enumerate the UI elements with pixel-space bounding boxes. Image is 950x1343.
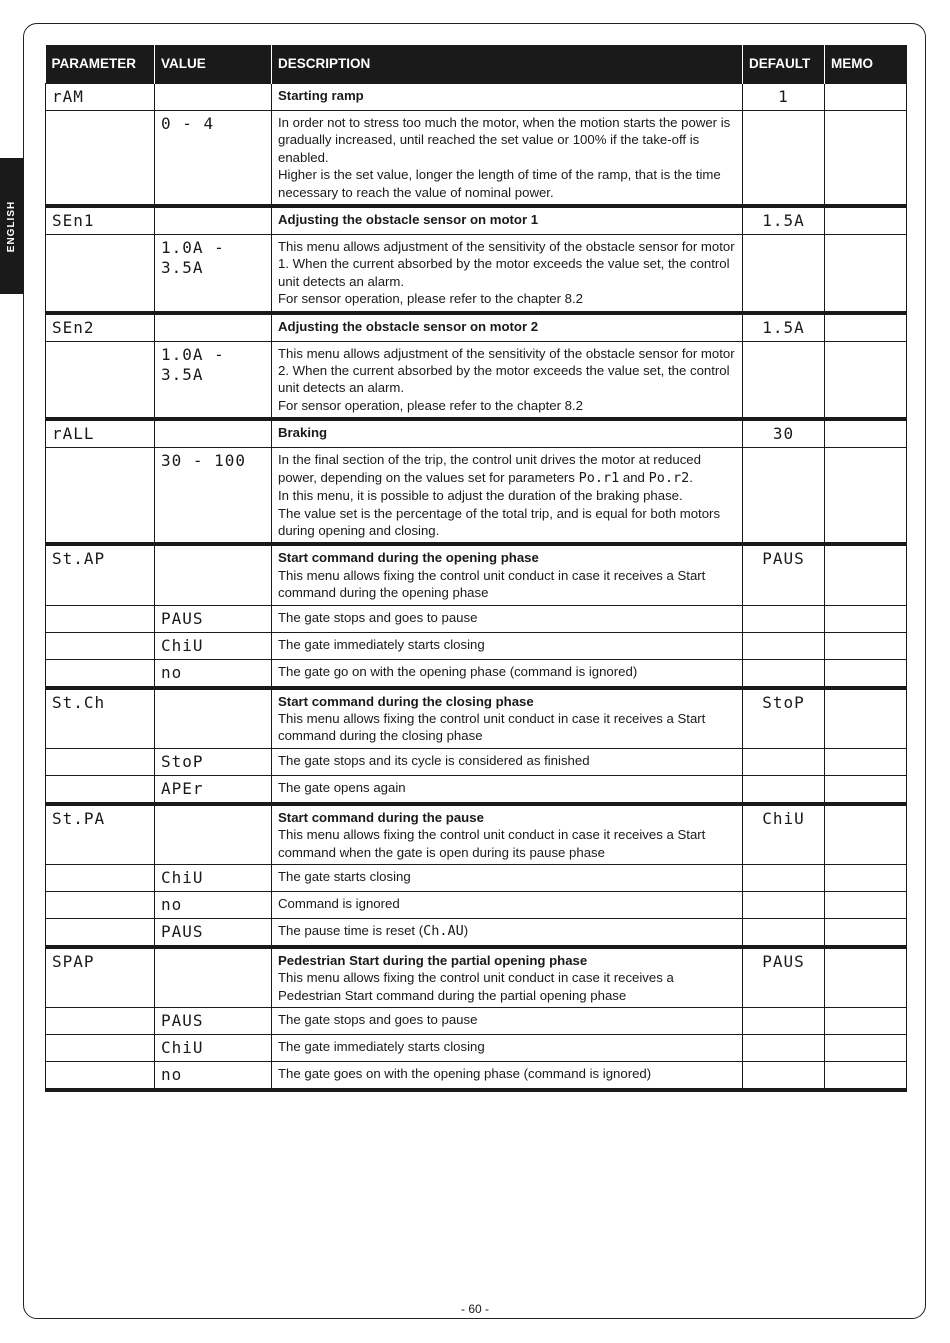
table-row [46,748,907,775]
pause-text: The pause time is reset ( [278,922,424,938]
option-description: Higher is the set value, longer the length of time of the ramp, that is the time necessary to reach the value of nominal power. [278,167,721,200]
table-row [46,918,907,947]
header-memo: MEMO [825,45,907,84]
table-row [46,804,907,865]
param-code: St.AP [46,544,155,605]
param-subtitle: This menu allows fixing the control unit conduct in case it receives a Start command during the closing phase [278,710,706,744]
option-value: 1.0A - 3.5A [155,341,272,419]
default-value: ChiU [743,804,825,865]
option-value: PAUS [155,918,272,947]
memo-cell [825,748,907,775]
param-cell [46,659,155,688]
description-cell [272,544,743,605]
default-cell [743,111,825,207]
default-cell [743,1035,825,1062]
memo-cell [825,918,907,947]
param-title: Starting ramp [278,88,364,103]
description-cell [272,206,743,235]
memo-cell [825,1035,907,1062]
param-cell [46,918,155,947]
memo-cell [825,341,907,419]
header-description: DESCRIPTION [272,45,743,84]
memo-cell [825,864,907,891]
table-row [46,632,907,659]
memo-cell [825,419,907,448]
param-ref-po-r2: Po.r2 [648,469,690,486]
default-value: 30 [743,419,825,448]
param-title: Start command during the opening phase [278,550,539,566]
option-description: The gate immediately starts closing [272,1035,743,1062]
table-row [46,448,907,545]
param-ref-ch-au: Ch.AU [423,922,464,939]
value-cell [155,804,272,865]
option-value: no [155,659,272,688]
braking-text: In the final section of the trip, the control unit drives the motor at reduced power, depending on the values set for parameters [278,452,701,485]
param-code: St.Ch [46,688,155,749]
option-description [272,918,743,947]
option-value: 30 - 100 [155,448,272,545]
table-row [46,84,907,111]
param-title: Pedestrian Start during the partial opening phase [278,952,588,968]
description-cell [272,341,743,419]
parameter-table [45,45,907,1092]
param-title: Start command during the closing phase [278,693,534,709]
option-description: The gate starts closing [272,864,743,891]
default-value: 1.5A [743,206,825,235]
default-cell [743,605,825,632]
header-parameter: PARAMETER [46,45,155,84]
option-value: 1.0A - 3.5A [155,235,272,313]
table-header-row [46,45,907,84]
default-cell [743,1062,825,1091]
default-value: PAUS [743,544,825,605]
value-cell [155,313,272,342]
default-cell [743,659,825,688]
param-subtitle: This menu allows fixing the control unit conduct in case it receives a Start command when the gate is open during its pause phase [278,827,706,860]
default-cell [743,341,825,419]
default-cell [743,918,825,947]
braking-text: . [689,469,693,485]
description-cell [272,448,743,545]
value-cell [155,419,272,448]
memo-cell [825,111,907,207]
option-value: StoP [155,748,272,775]
value-cell [155,947,272,1008]
default-value: StoP [743,688,825,749]
param-cell [46,341,155,419]
option-description: The gate goes on with the opening phase (command is ignored) [272,1062,743,1091]
header-default: DEFAULT [743,45,825,84]
option-description: The gate go on with the opening phase (command is ignored) [272,659,743,688]
memo-cell [825,235,907,313]
option-description: The value set is the percentage of the total trip, and is equal for both motors during opening and closing. [278,505,721,538]
default-cell [743,748,825,775]
default-cell [743,632,825,659]
param-cell [46,748,155,775]
description-cell [272,688,743,749]
option-description: The gate immediately starts closing [272,632,743,659]
language-label: ENGLISH [6,200,18,252]
value-cell [155,544,272,605]
param-cell [46,1035,155,1062]
param-code: SPAP [46,947,155,1008]
param-title: Start command during the pause [278,809,484,825]
default-cell [743,891,825,918]
option-value: ChiU [155,632,272,659]
table-row [46,206,907,235]
description-cell [272,419,743,448]
param-ref-po-r1: Po.r1 [578,469,620,486]
option-description: This menu allows adjustment of the sensitivity of the obstacle sensor for motor 2. When the current absorbed by the motor exceeds the value set, the control unit detects an alarm. [278,345,735,396]
memo-cell [825,206,907,235]
option-value: 0 - 4 [155,111,272,207]
option-description: For sensor operation, please refer to the chapter 8.2 [278,291,583,307]
memo-cell [825,1008,907,1035]
option-value: PAUS [155,1008,272,1035]
option-description: The gate stops and goes to pause [272,1008,743,1035]
memo-cell [825,891,907,918]
param-code: rALL [46,419,155,448]
table-row [46,1062,907,1091]
table-row [46,111,907,207]
param-code: St.PA [46,804,155,865]
option-description: The gate stops and goes to pause [272,605,743,632]
table-row [46,947,907,1008]
memo-cell [825,775,907,804]
param-cell [46,111,155,207]
param-title: Adjusting the obstacle sensor on motor 1 [278,212,539,228]
memo-cell [825,84,907,111]
option-description: The gate stops and its cycle is considered as finished [272,748,743,775]
param-cell [46,775,155,804]
table-row [46,341,907,419]
description-cell [272,84,743,111]
description-cell [272,313,743,342]
table-row [46,864,907,891]
option-value: ChiU [155,864,272,891]
param-cell [46,632,155,659]
default-value: 1.5A [743,313,825,342]
memo-cell [825,659,907,688]
table-row [46,313,907,342]
table-row [46,235,907,313]
default-cell [743,1008,825,1035]
pause-text: ) [463,922,469,938]
param-cell [46,891,155,918]
memo-cell [825,313,907,342]
param-code: rAM [46,84,155,111]
header-value: VALUE [155,45,272,84]
memo-cell [825,688,907,749]
param-cell [46,1062,155,1091]
option-value: APEr [155,775,272,804]
memo-cell [825,804,907,865]
table-row [46,1008,907,1035]
value-cell [155,84,272,111]
language-tab [0,158,24,294]
value-cell [155,206,272,235]
memo-cell [825,448,907,545]
default-cell [743,448,825,545]
default-cell [743,775,825,804]
option-description [278,451,736,487]
default-value: 1 [743,84,825,111]
default-value: PAUS [743,947,825,1008]
default-cell [743,864,825,891]
description-cell [272,235,743,313]
braking-text: and [619,469,649,485]
default-cell [743,235,825,313]
memo-cell [825,605,907,632]
option-description: In this menu, it is possible to adjust the duration of the braking phase. [278,488,683,504]
memo-cell [825,947,907,1008]
table-row [46,688,907,749]
param-title: Braking [278,425,328,441]
param-cell [46,448,155,545]
memo-cell [825,632,907,659]
memo-cell [825,544,907,605]
param-code: SEn2 [46,313,155,342]
param-subtitle: This menu allows fixing the control unit conduct in case it receives a Start command during the opening phase [278,567,706,601]
option-value: PAUS [155,605,272,632]
page-number: - 60 - [460,1302,489,1316]
option-description: For sensor operation, please refer to the chapter 8.2 [278,397,583,413]
table-row [46,1035,907,1062]
table-row [46,605,907,632]
option-value: no [155,1062,272,1091]
param-title: Adjusting the obstacle sensor on motor 2 [278,318,539,334]
table-row [46,659,907,688]
table-row [46,775,907,804]
param-code: SEn1 [46,206,155,235]
option-description: The gate opens again [272,775,743,804]
param-cell [46,605,155,632]
param-cell [46,235,155,313]
option-value: ChiU [155,1035,272,1062]
param-cell [46,864,155,891]
value-cell [155,688,272,749]
option-description: This menu allows adjustment of the sensitivity of the obstacle sensor for motor 1. When the current absorbed by the motor exceeds the value set, the control unit detects an alarm. [278,239,735,289]
table-row [46,891,907,918]
table-row [46,419,907,448]
option-value: no [155,891,272,918]
param-cell [46,1008,155,1035]
option-description: In order not to stress too much the motor, when the motion starts the power is gradually increased, until reached the set value or 100% if the take-off is enabled. [278,115,731,165]
description-cell [272,804,743,865]
description-cell [272,947,743,1008]
memo-cell [825,1062,907,1091]
table-row [46,544,907,605]
param-subtitle: This menu allows fixing the control unit conduct in case it receives a Pedestrian Start command during the partial opening phase [278,970,674,1003]
description-cell [272,111,743,207]
option-description: Command is ignored [272,891,743,918]
